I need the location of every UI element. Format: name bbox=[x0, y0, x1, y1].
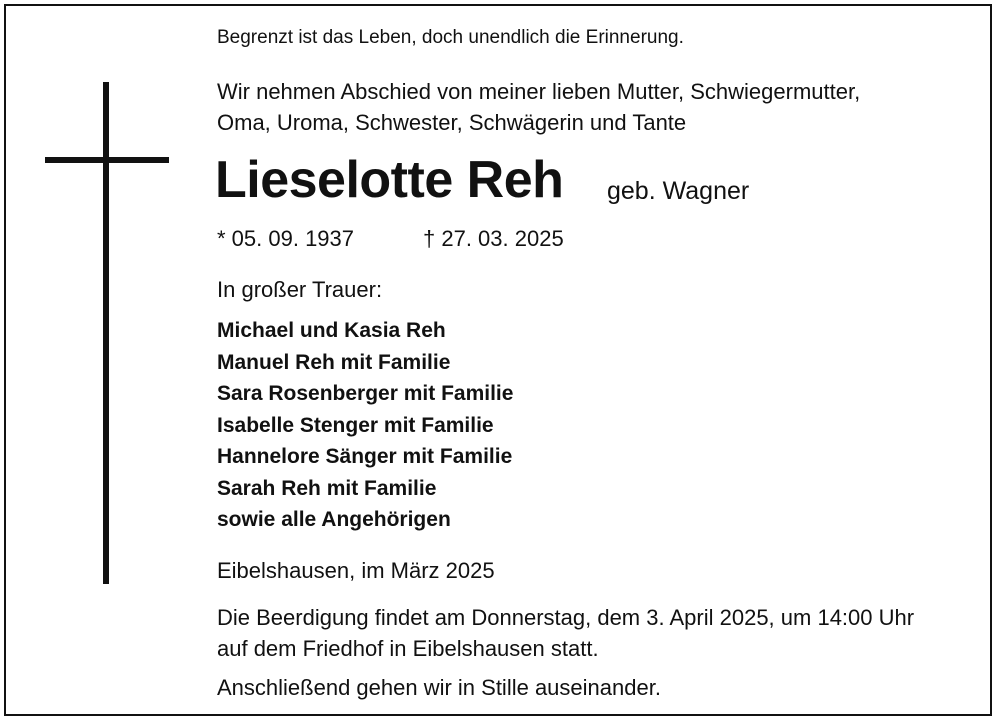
mourner-item: Manuel Reh mit Familie bbox=[217, 350, 451, 374]
intro-line-2: Oma, Uroma, Schwester, Schwägerin und Tante bbox=[217, 110, 687, 135]
mourning-label: In großer Trauer: bbox=[217, 277, 383, 302]
place-date: Eibelshausen, im März 2025 bbox=[217, 558, 495, 583]
maiden-name: geb. Wagner bbox=[607, 177, 750, 205]
mourner-item: Hannelore Sänger mit Familie bbox=[217, 445, 513, 468]
mourner-item: sowie alle Angehörigen bbox=[217, 508, 451, 531]
closing-text: Anschließend gehen wir in Stille auseinander. bbox=[217, 675, 661, 700]
funeral-info bbox=[217, 602, 914, 664]
funeral-line-2: auf dem Friedhof in Eibelshausen statt. bbox=[217, 636, 599, 661]
cross-horizontal-bar bbox=[45, 157, 169, 163]
mourner-item: Michael und Kasia Reh bbox=[217, 319, 446, 342]
intro-text bbox=[217, 76, 860, 138]
deceased-name: Lieselotte Reh bbox=[215, 151, 564, 209]
funeral-line-1: Die Beerdigung findet am Donnerstag, dem 3. April 2025, um 14:00 Uhr bbox=[217, 605, 915, 630]
intro-line-1: Wir nehmen Abschied von meiner lieben Mutter, Schwiegermutter, bbox=[217, 79, 861, 104]
mourners-list bbox=[217, 315, 513, 536]
death-date: † 27. 03. 2025 bbox=[423, 226, 564, 251]
birth-date: * 05. 09. 1937 bbox=[217, 226, 355, 251]
motto: Begrenzt ist das Leben, doch unendlich die Erinnerung. bbox=[217, 27, 684, 48]
mourner-item: Sarah Reh mit Familie bbox=[217, 476, 437, 500]
mourner-item: Isabelle Stenger mit Familie bbox=[217, 413, 494, 437]
mourner-item: Sara Rosenberger mit Familie bbox=[217, 382, 514, 405]
